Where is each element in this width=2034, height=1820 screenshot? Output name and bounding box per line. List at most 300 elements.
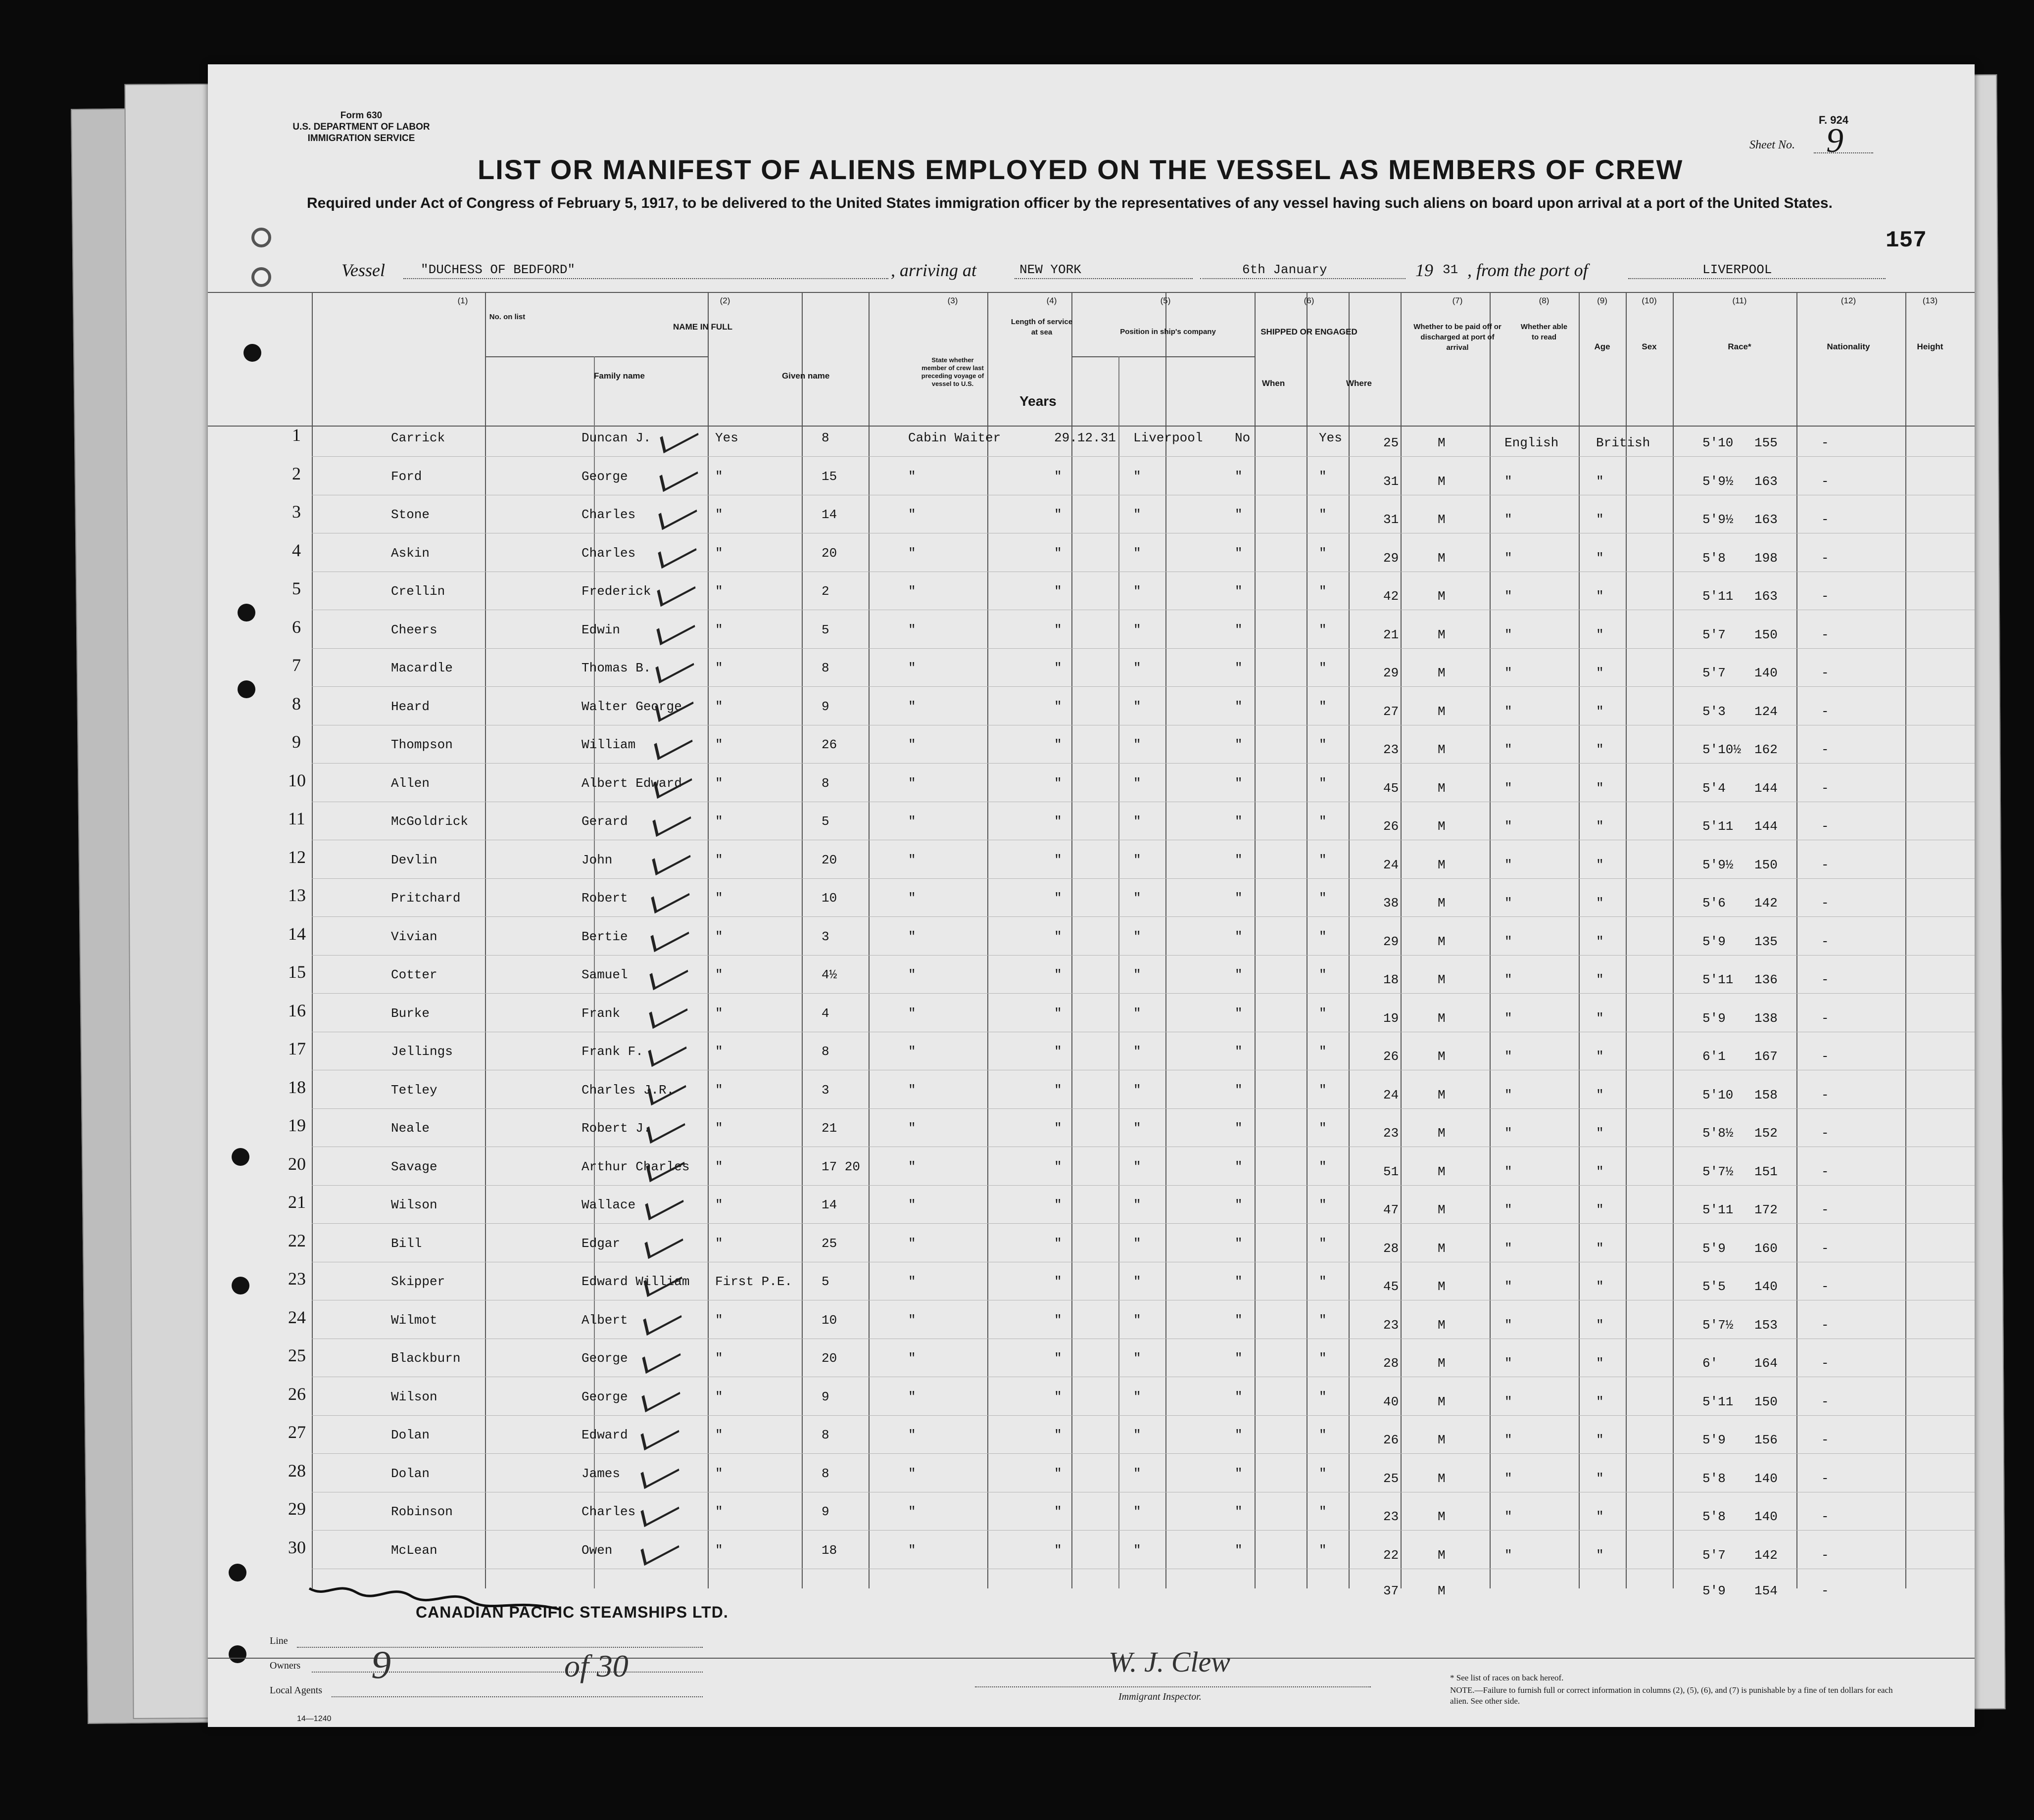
row-crew: " xyxy=(715,814,723,829)
row-position: " xyxy=(908,1312,916,1328)
row-age: 42 xyxy=(1383,589,1399,604)
row-service: 2 xyxy=(822,584,829,599)
row-number: 8 xyxy=(292,693,301,714)
row-sex: M xyxy=(1438,896,1446,910)
row-rule xyxy=(312,1530,1975,1531)
row-where: " xyxy=(1133,737,1141,752)
row-where: Liverpool xyxy=(1133,431,1203,445)
agents-rule xyxy=(332,1696,703,1697)
row-nationality: " xyxy=(1596,589,1604,604)
row-position: " xyxy=(908,1197,916,1212)
row-family: Skipper xyxy=(391,1274,445,1289)
row-paid: " xyxy=(1235,1236,1243,1251)
row-race: " xyxy=(1504,1279,1512,1294)
penalty-note: NOTE.—Failure to furnish full or correct information in columns (2), (5), (6), and (7) is punishable by a fine of ten dollars for each alien. See other side. xyxy=(1450,1685,1893,1706)
row-given: Frank xyxy=(581,1006,621,1021)
row-when: " xyxy=(1054,661,1062,675)
col-num-8: (8) xyxy=(1539,296,1550,305)
row-number: 14 xyxy=(288,923,306,944)
owners-label: Owners xyxy=(270,1660,301,1671)
grommet-icon xyxy=(251,228,271,247)
row-height: 5'7½ xyxy=(1702,1317,1734,1333)
row-when: " xyxy=(1054,1236,1062,1251)
row-sex: M xyxy=(1438,589,1446,604)
row-where: " xyxy=(1133,699,1141,714)
row-given: Thomas B. xyxy=(581,661,651,675)
row-height: 5'9 xyxy=(1702,1010,1726,1026)
row-age: 28 xyxy=(1383,1241,1399,1256)
inspector-signature: W. J. Clew xyxy=(1109,1646,1230,1678)
form-code: 14—1240 xyxy=(297,1715,332,1723)
row-given: William xyxy=(581,737,636,752)
row-given: Albert xyxy=(581,1312,628,1328)
row-when: " xyxy=(1054,545,1062,561)
row-marks: - xyxy=(1821,1126,1829,1141)
row-marks: - xyxy=(1821,934,1829,949)
row-position: " xyxy=(908,1044,916,1059)
race-note: * See list of races on back hereof. xyxy=(1450,1673,1564,1682)
row-sex: M xyxy=(1438,1547,1446,1563)
row-paid: " xyxy=(1235,1159,1243,1174)
row-where: " xyxy=(1133,507,1141,522)
row-when: " xyxy=(1054,1006,1062,1021)
row-given: Bertie xyxy=(581,929,628,944)
row-when: " xyxy=(1054,622,1062,637)
col-head-3: State whether member of crew last preceding voyage of vessel to U.S. xyxy=(921,356,984,387)
sheet-rule xyxy=(1814,152,1873,153)
row-race: " xyxy=(1504,1433,1512,1447)
row-rule xyxy=(312,1453,1975,1454)
row-race: " xyxy=(1504,896,1512,910)
row-family: Pritchard xyxy=(391,891,461,906)
row-weight: 162 xyxy=(1754,742,1778,757)
row-marks: - xyxy=(1821,666,1829,680)
row-service: 9 xyxy=(822,1389,829,1404)
row-given: Walter George xyxy=(581,699,682,714)
row-crew: " xyxy=(715,1236,723,1251)
row-family: Devlin xyxy=(391,852,437,867)
row-read: " xyxy=(1319,775,1327,791)
row-age: 18 xyxy=(1383,972,1399,987)
row-position: " xyxy=(908,661,916,675)
row-number: 17 xyxy=(288,1039,306,1058)
row-sex: M xyxy=(1438,819,1446,834)
row-service: 9 xyxy=(822,699,829,714)
row-given: Owen xyxy=(581,1542,613,1558)
row-crew: " xyxy=(715,584,723,599)
row-race: English xyxy=(1504,435,1559,450)
row-nationality: " xyxy=(1596,1547,1604,1563)
row-read: " xyxy=(1319,1121,1327,1136)
col-rule xyxy=(987,292,988,1588)
row-position: Cabin Waiter xyxy=(908,431,1001,445)
when-split-rule xyxy=(1118,356,1119,1588)
line-rule xyxy=(297,1647,703,1648)
row-race: " xyxy=(1504,589,1512,604)
row-service: 10 xyxy=(822,891,837,906)
row-read: " xyxy=(1319,584,1327,599)
row-sex: M xyxy=(1438,1049,1446,1064)
row-nationality: " xyxy=(1596,1241,1604,1256)
col-rule xyxy=(1673,292,1674,1588)
page-title: LIST OR MANIFEST OF ALIENS EMPLOYED ON THE VESSEL AS MEMBERS OF CREW xyxy=(478,154,1684,185)
row-weight: 144 xyxy=(1754,819,1778,834)
row-nationality: " xyxy=(1596,704,1604,719)
subtitle: Required under Act of Congress of February 5, 1917, to be delivered to the United States immigration officer by the representatives of any vessel having such aliens on board upon arrival at a port of the United States. xyxy=(307,195,1833,211)
row-race: " xyxy=(1504,742,1512,757)
row-number: 19 xyxy=(288,1115,306,1135)
row-number: 16 xyxy=(288,1000,306,1020)
row-when: " xyxy=(1054,1082,1062,1098)
row-sex: M xyxy=(1438,550,1446,566)
row-weight: 155 xyxy=(1754,435,1778,450)
row-paid: " xyxy=(1235,967,1243,982)
row-paid: " xyxy=(1235,891,1243,906)
row-paid: " xyxy=(1235,584,1243,599)
row-when: " xyxy=(1054,1428,1062,1442)
row-service: 8 xyxy=(822,775,829,791)
row-age: 29 xyxy=(1383,666,1399,680)
row-rule xyxy=(312,1185,1975,1186)
row-family: Carrick xyxy=(391,431,445,445)
row-marks: - xyxy=(1821,819,1829,834)
row-paid: " xyxy=(1235,545,1243,561)
row-family: Allen xyxy=(391,775,430,791)
col-num-6: (6) xyxy=(1304,296,1314,305)
row-age: 31 xyxy=(1383,512,1399,527)
row-nationality: " xyxy=(1596,1049,1604,1064)
row-position: " xyxy=(908,967,916,982)
row-crew: " xyxy=(715,967,723,982)
row-nationality: " xyxy=(1596,666,1604,680)
row-read: " xyxy=(1319,737,1327,752)
row-paid: " xyxy=(1235,737,1243,752)
col-head-9: Age xyxy=(1594,342,1610,351)
row-race: " xyxy=(1504,934,1512,949)
col-num-5: (5) xyxy=(1160,296,1171,305)
row-read: " xyxy=(1319,1466,1327,1481)
row-read: " xyxy=(1319,814,1327,829)
row-race: " xyxy=(1504,1087,1512,1102)
col-head-5: Position in ship's company xyxy=(1120,328,1216,336)
col-head-2: NAME IN FULL xyxy=(673,322,732,332)
row-given: Albert Edward xyxy=(581,775,682,791)
row-when: " xyxy=(1054,1351,1062,1366)
row-position: " xyxy=(908,1428,916,1442)
row-family: Wilmot xyxy=(391,1312,437,1328)
row-nationality: " xyxy=(1596,474,1604,489)
row-weight: 163 xyxy=(1754,474,1778,489)
company-stamp: CANADIAN PACIFIC STEAMSHIPS LTD. xyxy=(416,1603,728,1621)
row-sex: M xyxy=(1438,1164,1446,1179)
line-label: Line xyxy=(270,1635,288,1646)
date-rule xyxy=(1200,278,1405,279)
row-race: " xyxy=(1504,1471,1512,1486)
row-sex: M xyxy=(1438,742,1446,757)
row-rule xyxy=(312,648,1975,649)
row-height: 5'11 xyxy=(1702,972,1734,987)
row-weight: 158 xyxy=(1754,1087,1778,1102)
row-paid: " xyxy=(1235,929,1243,944)
row-given: Charles xyxy=(581,507,636,522)
row-family: Blackburn xyxy=(391,1351,461,1366)
row-read: " xyxy=(1319,1044,1327,1059)
vessel-rule xyxy=(403,278,888,279)
row-marks: - xyxy=(1821,1433,1829,1447)
row-read: " xyxy=(1319,545,1327,561)
row-race: " xyxy=(1504,819,1512,834)
row-number: 11 xyxy=(288,809,305,828)
handwritten-total: of 30 xyxy=(564,1648,629,1683)
agents-label: Local Agents xyxy=(270,1685,323,1696)
row-nationality: " xyxy=(1596,934,1604,949)
row-where: " xyxy=(1133,1159,1141,1174)
col-head-10: Sex xyxy=(1642,342,1657,351)
row-weight: 124 xyxy=(1754,704,1778,719)
row-service: 26 xyxy=(822,737,837,752)
row-marks: - xyxy=(1821,896,1829,910)
row-read: " xyxy=(1319,507,1327,522)
row-crew: " xyxy=(715,1389,723,1404)
row-service: 14 xyxy=(822,1197,837,1212)
row-family: Dolan xyxy=(391,1428,430,1442)
row-marks: - xyxy=(1821,474,1829,489)
row-given: Edgar xyxy=(581,1236,621,1251)
row-weight: 172 xyxy=(1754,1202,1778,1217)
col-rule xyxy=(708,292,709,1588)
port-rule xyxy=(1015,278,1193,279)
row-marks: - xyxy=(1821,627,1829,642)
row-sex: M xyxy=(1438,627,1446,642)
row-where: " xyxy=(1133,469,1141,484)
row-marks: - xyxy=(1821,742,1829,757)
row-when: " xyxy=(1054,1542,1062,1558)
row-sex: M xyxy=(1438,704,1446,719)
col-head-4: Length of service at sea xyxy=(1011,318,1073,336)
row-read: Yes xyxy=(1319,431,1342,445)
row-weight: 140 xyxy=(1754,1471,1778,1486)
row-height: 5'11 xyxy=(1702,1202,1734,1217)
row-family: McLean xyxy=(391,1542,437,1558)
row-sex: M xyxy=(1438,857,1446,872)
row-read: " xyxy=(1319,1082,1327,1098)
grommet-icon xyxy=(251,267,271,287)
row-race: " xyxy=(1504,627,1512,642)
row-nationality: " xyxy=(1596,1164,1604,1179)
row-given: James xyxy=(581,1466,621,1481)
row-number: 23 xyxy=(288,1269,306,1289)
row-crew: " xyxy=(715,661,723,675)
row-number: 26 xyxy=(288,1384,306,1404)
row-family: Wilson xyxy=(391,1389,437,1404)
row-race: " xyxy=(1504,1356,1512,1371)
row-sex: M xyxy=(1438,1241,1446,1256)
row-paid: " xyxy=(1235,469,1243,484)
row-read: " xyxy=(1319,1236,1327,1251)
row-weight: 142 xyxy=(1754,896,1778,910)
row-read: " xyxy=(1319,1542,1327,1558)
row-weight: 151 xyxy=(1754,1164,1778,1179)
row-position: " xyxy=(908,622,916,637)
col-num-13: (13) xyxy=(1922,296,1938,305)
row-position: " xyxy=(908,775,916,791)
row-service: 9 xyxy=(822,1504,829,1519)
row-marks: - xyxy=(1821,512,1829,527)
row-where: " xyxy=(1133,1351,1141,1366)
row-position: " xyxy=(908,929,916,944)
row-crew: " xyxy=(715,1006,723,1021)
row-height: 5'8 xyxy=(1702,1509,1726,1524)
row-family: Ford xyxy=(391,469,422,484)
row-weight: 140 xyxy=(1754,1509,1778,1524)
row-when: " xyxy=(1054,1274,1062,1289)
row-crew: " xyxy=(715,1159,723,1174)
row-paid: " xyxy=(1235,775,1243,791)
row-read: " xyxy=(1319,1197,1327,1212)
row-where: " xyxy=(1133,891,1141,906)
row-when: " xyxy=(1054,469,1062,484)
row-position: " xyxy=(908,891,916,906)
row-when: " xyxy=(1054,891,1062,906)
row-crew: " xyxy=(715,469,723,484)
row-sex: M xyxy=(1438,1317,1446,1333)
row-where: " xyxy=(1133,1274,1141,1289)
row-race: " xyxy=(1504,1509,1512,1524)
row-marks: - xyxy=(1821,1471,1829,1486)
vessel-label: Vessel xyxy=(341,260,385,280)
row-paid: " xyxy=(1235,852,1243,867)
row-weight: 142 xyxy=(1754,1547,1778,1563)
col-rule xyxy=(1626,292,1627,1588)
row-age: 40 xyxy=(1383,1394,1399,1409)
row-position: " xyxy=(908,1159,916,1174)
row-height: 6'1 xyxy=(1702,1049,1726,1064)
col-head-11: Race* xyxy=(1728,342,1751,351)
row-service: 10 xyxy=(822,1312,837,1328)
row-where: " xyxy=(1133,775,1141,791)
col-rule xyxy=(802,292,803,1588)
row-where: " xyxy=(1133,1466,1141,1481)
row-race: " xyxy=(1504,1241,1512,1256)
row-service: 8 xyxy=(822,1044,829,1059)
row-rule xyxy=(312,686,1975,687)
row-given: George xyxy=(581,1351,628,1366)
row-position: " xyxy=(908,1542,916,1558)
row-nationality: " xyxy=(1596,1010,1604,1026)
row-nationality: " xyxy=(1596,1126,1604,1141)
row-paid: " xyxy=(1235,507,1243,522)
row-height: 5'8 xyxy=(1702,550,1726,566)
col-head-7: Whether to be paid off or discharged at port of arrival xyxy=(1413,323,1501,352)
row-when: " xyxy=(1054,507,1062,522)
row-sex: M xyxy=(1438,1279,1446,1294)
col-rule xyxy=(1071,292,1072,1588)
from-label: , from the port of xyxy=(1467,260,1588,280)
row-given: Edwin xyxy=(581,622,621,637)
row-age: 27 xyxy=(1383,704,1399,719)
row-height: 5'5 xyxy=(1702,1279,1726,1294)
departure-port: LIVERPOOL xyxy=(1702,262,1772,277)
row-sex: M xyxy=(1438,1202,1446,1217)
row-sex: M xyxy=(1438,780,1446,796)
row-paid: " xyxy=(1235,1428,1243,1442)
row-marks: - xyxy=(1821,1010,1829,1026)
row-crew: " xyxy=(715,1504,723,1519)
row-age: 45 xyxy=(1383,780,1399,796)
shipped-subhead-rule xyxy=(1071,356,1255,357)
row-height: 5'10 xyxy=(1702,1087,1734,1102)
row-height: 5'9½ xyxy=(1702,857,1734,872)
year-prefix: 19 xyxy=(1415,260,1433,280)
row-family: Cotter xyxy=(391,967,437,982)
row-rule xyxy=(312,1108,1975,1109)
row-service: 5 xyxy=(822,622,829,637)
row-marks: - xyxy=(1821,1241,1829,1256)
row-crew: " xyxy=(715,852,723,867)
row-age: 29 xyxy=(1383,550,1399,566)
col-rule xyxy=(1165,292,1166,1588)
row-service: 25 xyxy=(822,1236,837,1251)
row-family: Savage xyxy=(391,1159,437,1174)
row-when: " xyxy=(1054,1504,1062,1519)
col-num-4: (4) xyxy=(1046,296,1057,305)
row-service: 3 xyxy=(822,929,829,944)
row-age: 19 xyxy=(1383,1010,1399,1026)
row-paid: " xyxy=(1235,1082,1243,1098)
row-height: 5'6 xyxy=(1702,896,1726,910)
row-paid: " xyxy=(1235,1466,1243,1481)
given-name-head: Given name xyxy=(782,371,830,381)
row-marks: - xyxy=(1821,1547,1829,1563)
col-head-6: SHIPPED OR ENGAGED xyxy=(1260,327,1357,336)
row-crew: " xyxy=(715,699,723,714)
col-num-2: (2) xyxy=(720,296,730,305)
extra-height: 5'9 xyxy=(1702,1583,1726,1598)
row-family: Macardle xyxy=(391,661,453,675)
row-age: 22 xyxy=(1383,1547,1399,1563)
sheet-label: Sheet No. xyxy=(1749,139,1795,151)
owners-rule xyxy=(312,1672,703,1673)
row-family: Heard xyxy=(391,699,430,714)
row-service: 8 xyxy=(822,431,829,445)
from-rule xyxy=(1628,278,1886,279)
row-position: " xyxy=(908,1351,916,1366)
row-number: 5 xyxy=(292,578,301,598)
row-race: " xyxy=(1504,1010,1512,1026)
service: IMMIGRATION SERVICE xyxy=(307,133,415,144)
row-read: " xyxy=(1319,661,1327,675)
row-age: 23 xyxy=(1383,1126,1399,1141)
row-paid: " xyxy=(1235,1121,1243,1136)
row-nationality: " xyxy=(1596,972,1604,987)
row-family: Vivian xyxy=(391,929,437,944)
row-height: 5'3 xyxy=(1702,704,1726,719)
sheet-number: 9 xyxy=(1826,122,1843,160)
row-number: 4 xyxy=(292,540,301,560)
row-nationality: " xyxy=(1596,819,1604,834)
row-weight: 144 xyxy=(1754,780,1778,796)
row-family: Tetley xyxy=(391,1082,437,1098)
row-weight: 140 xyxy=(1754,1279,1778,1294)
row-read: " xyxy=(1319,1351,1327,1366)
row-height: 5'10½ xyxy=(1702,742,1742,757)
row-sex: M xyxy=(1438,1471,1446,1486)
col-rule xyxy=(1401,292,1402,1588)
row-number: 9 xyxy=(292,732,301,752)
row-rule xyxy=(312,456,1975,457)
row-family: Neale xyxy=(391,1121,430,1136)
row-marks: - xyxy=(1821,780,1829,796)
